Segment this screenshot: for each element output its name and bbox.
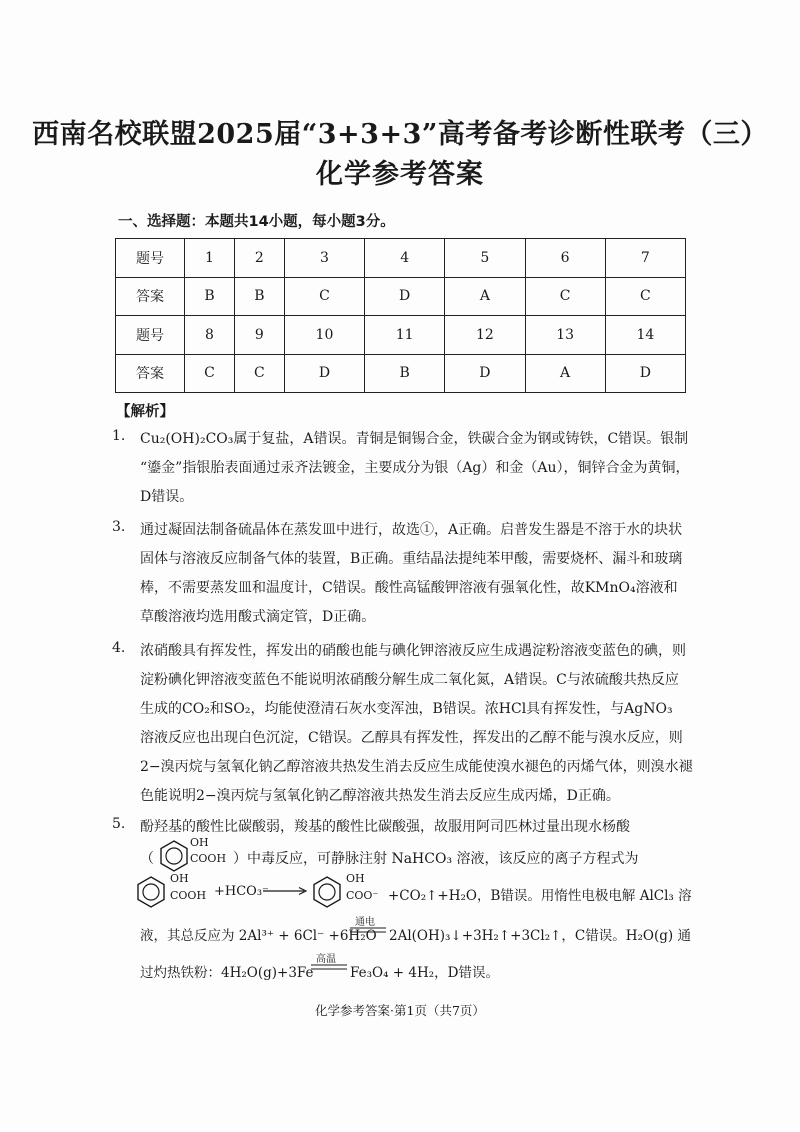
cooh-group: COOH	[190, 852, 227, 865]
item-number: 4.	[112, 640, 126, 656]
analysis-text-line: 过灼热铁粉：4H₂O(g)+3Fe	[140, 965, 314, 981]
page-title-line1: 西南名校联盟2025届“3+3+3”高考备考诊断性联考（三）	[32, 119, 768, 150]
table-cell: A	[445, 277, 525, 316]
table-cell: 题号	[116, 239, 185, 278]
condition-label: 高温	[316, 954, 336, 965]
analysis-text-line: Cu₂(OH)₂CO₃属于复盐，A错误。青铜是铜锡合金，铁碳合金为钢或铸铁，C错误。银制	[140, 431, 689, 447]
analysis-text-line: Fe₃O₄ + 4H₂，D错误。	[350, 965, 500, 981]
table-cell: C	[185, 354, 235, 393]
page-footer: 化学参考答案·第1页（共7页）	[315, 1003, 485, 1018]
table-cell: B	[365, 354, 445, 393]
analysis-text-line: 2Al(OH)₃↓+3H₂↑+3Cl₂↑，C错误。H₂O(g) 通	[389, 928, 691, 944]
item-number: 1.	[112, 428, 126, 444]
analysis-text-line: “鎏金”指银胎表面通过汞齐法镀金，主要成分为银（Ag）和金（Au），铜锌合金为黄铜，	[140, 460, 690, 476]
carboxylate-group: COO⁻	[346, 889, 379, 902]
reaction-arrow-icon	[262, 886, 308, 896]
oh-group: OH	[190, 836, 209, 849]
analysis-text-line: 酚羟基的酸性比碳酸弱，羧基的酸性比碳酸强，故服用阿司匹林过量出现水杨酸	[140, 819, 630, 835]
analysis-text-line: 浓硝酸具有挥发性，挥发出的硝酸也能与碘化钾溶液反应生成遇淀粉溶液变蓝色的碘，则	[140, 643, 686, 659]
analysis-text-line: 草酸溶液均选用酸式滴定管，D正确。	[140, 609, 376, 625]
analysis-text-line: 生成的CO₂和SO₂，均能使澄清石灰水变浑浊，B错误。浓HCl具有挥发性，与AgNO₃	[140, 701, 673, 717]
table-cell: 14	[605, 316, 685, 355]
table-cell: 6	[525, 239, 605, 278]
table-row	[116, 239, 686, 278]
table-cell: D	[284, 354, 364, 393]
table-cell: A	[525, 354, 605, 393]
analysis-text-line: 淀粉碘化钾溶液变蓝色不能说明浓硝酸分解生成二氧化氮，A错误。C与浓硫酸共热反应	[140, 672, 679, 688]
reactant-bicarbonate: +HCO₃⁻	[214, 884, 269, 899]
analysis-text-line: +CO₂↑+H₂O，B错误。用惰性电极电解 AlCl₃ 溶	[388, 888, 692, 904]
analysis-heading: 【解析】	[116, 404, 174, 420]
table-cell: 9	[234, 316, 284, 355]
table-cell: 7	[605, 239, 685, 278]
table-cell: 11	[365, 316, 445, 355]
table-cell: D	[445, 354, 525, 393]
table-cell: 2	[234, 239, 284, 278]
table-cell: C	[605, 277, 685, 316]
table-cell: 4	[365, 239, 445, 278]
table-cell: C	[284, 277, 364, 316]
table-row	[116, 316, 686, 355]
table-cell: 答案	[116, 354, 185, 393]
oh-group: OH	[346, 872, 365, 885]
analysis-text-line: 通过凝固法制备硫晶体在蒸发皿中进行，故选①，A正确。启普发生器是不溶于水的块状	[140, 522, 683, 538]
table-cell: 1	[185, 239, 235, 278]
table-cell: D	[605, 354, 685, 393]
table-cell: 3	[284, 239, 364, 278]
item-number: 5.	[112, 816, 126, 832]
item-number: 3.	[112, 519, 126, 535]
table-cell: C	[234, 354, 284, 393]
table-cell: 8	[185, 316, 235, 355]
benzene-ring-icon	[310, 874, 344, 910]
analysis-text-line: ）中毒反应，可静脉注射 NaHCO₃ 溶液，该反应的离子方程式为	[233, 851, 639, 867]
table-row	[116, 354, 686, 393]
condition-label: 通电	[355, 917, 375, 928]
table-cell: 13	[525, 316, 605, 355]
table-cell: 题号	[116, 316, 185, 355]
table-row	[116, 277, 686, 316]
table-cell: C	[525, 277, 605, 316]
equals-sign-icon	[311, 964, 347, 970]
analysis-text-line: 溶液反应也出现白色沉淀，C错误。乙醇具有挥发性，挥发出的乙醇不能与溴水反应，则	[140, 730, 683, 746]
cooh-group: COOH	[170, 889, 207, 902]
analysis-text-line: 棒，不需要蒸发皿和温度计，C错误。酸性高锰酸钾溶液有强氧化性，故KMnO₄溶液和	[140, 580, 678, 596]
analysis-text-line: 液，其总反应为 2Al³⁺ + 6Cl⁻ +6H₂O	[140, 928, 377, 944]
answer-table	[115, 238, 686, 393]
table-cell: B	[185, 277, 235, 316]
analysis-text-line: 色能说明2−溴丙烷与氢氧化钠乙醇溶液共热发生消去反应生成丙烯，D正确。	[140, 788, 620, 804]
page-title-line2: 化学参考答案	[316, 159, 484, 190]
benzene-ring-icon	[158, 838, 190, 874]
analysis-text-line: 2−溴丙烷与氢氧化钠乙醇溶液共热发生消去反应生成能使溴水褪色的丙烯气体，则溴水褪	[140, 759, 693, 775]
table-cell: D	[365, 277, 445, 316]
table-cell: 10	[284, 316, 364, 355]
equals-sign-icon	[350, 927, 386, 933]
analysis-text-line: 固体与溶液反应制备气体的装置，B正确。重结晶法提纯苯甲酸，需要烧杯、漏斗和玻璃	[140, 551, 683, 567]
section-heading: 一、选择题：本题共14小题，每小题3分。	[118, 214, 395, 230]
table-cell: 5	[445, 239, 525, 278]
table-cell: B	[234, 277, 284, 316]
table-cell: 答案	[116, 277, 185, 316]
paren-open: （	[140, 851, 154, 867]
benzene-ring-icon	[134, 874, 168, 910]
analysis-text-line: D错误。	[140, 489, 194, 505]
table-cell: 12	[445, 316, 525, 355]
oh-group: OH	[170, 872, 189, 885]
